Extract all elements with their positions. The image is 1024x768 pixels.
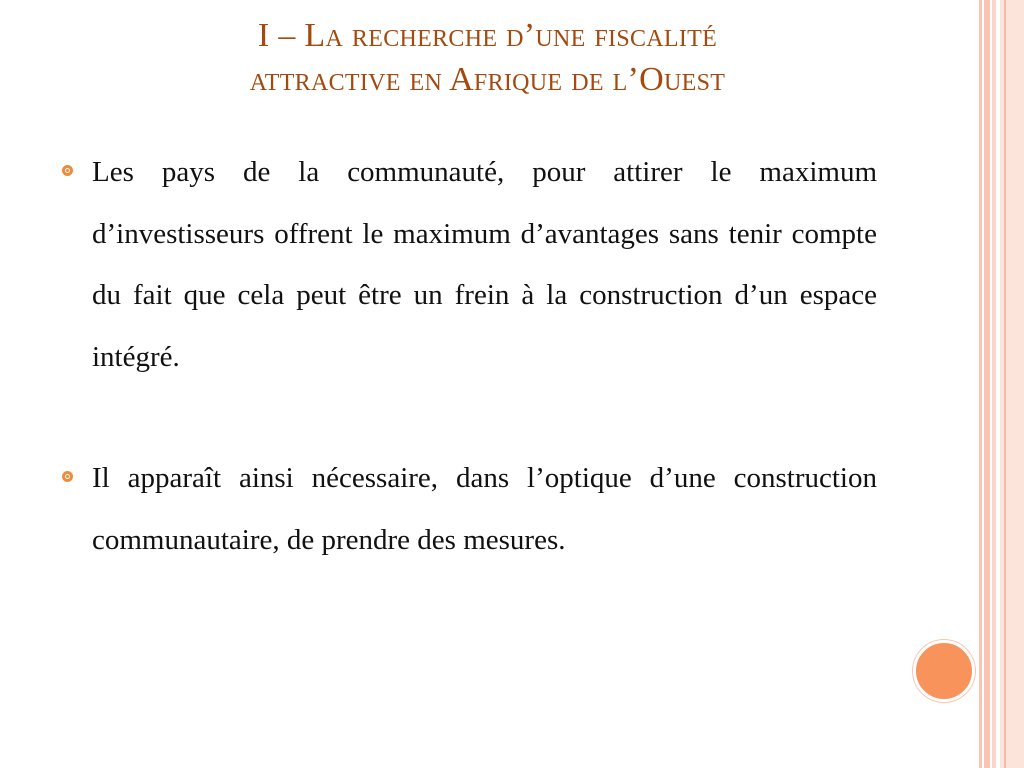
bullet-list [62,142,877,571]
bullet-item [62,142,877,388]
bullet-item [62,448,877,571]
slide-title-line-1: I – La recherche d’une fiscalité [257,17,718,54]
decorative-stripe [992,0,996,768]
bullet-text: Les pays de la communauté, pour attirer le maximum d’investisseurs offrent le maximum d’avantages sans tenir compte du fait que cela peut être un frein à la construction d’un espace intégré. [92,156,877,373]
bullet-text: Il apparaît ainsi nécessaire, dans l’optique d’une construction communautaire, de prendre des mesures. [92,462,877,556]
bullet-ring-icon [62,165,73,176]
decorative-stripe [1004,0,1006,768]
bullet-ring-icon [62,471,73,482]
decorative-circle-icon [913,640,975,702]
decorative-stripe [984,0,990,768]
decorative-stripe [979,0,982,768]
slide-title-line-2: attractive en Afrique de l’Ouest [249,61,726,98]
slide-title [100,14,875,102]
